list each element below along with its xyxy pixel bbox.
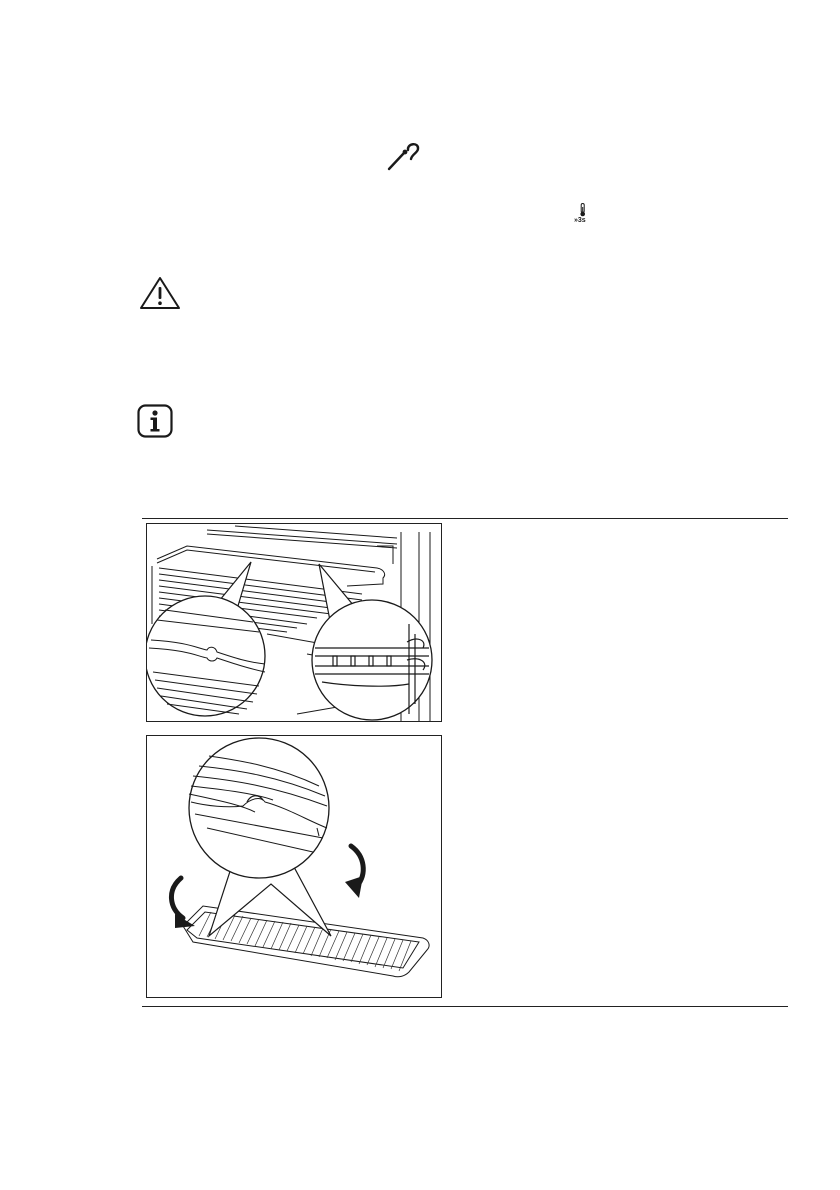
wire-shelf-insertion-figure	[146, 523, 442, 722]
thermometer-icon	[576, 203, 590, 217]
table-top-rule	[142, 518, 788, 519]
tray-insertion-figure	[146, 735, 442, 998]
warning-triangle-icon	[138, 275, 182, 311]
temperature-timer-label: »3s	[574, 217, 586, 224]
information-icon	[137, 404, 173, 438]
food-sensor-icon	[385, 140, 423, 172]
table-bottom-rule	[142, 1006, 788, 1007]
